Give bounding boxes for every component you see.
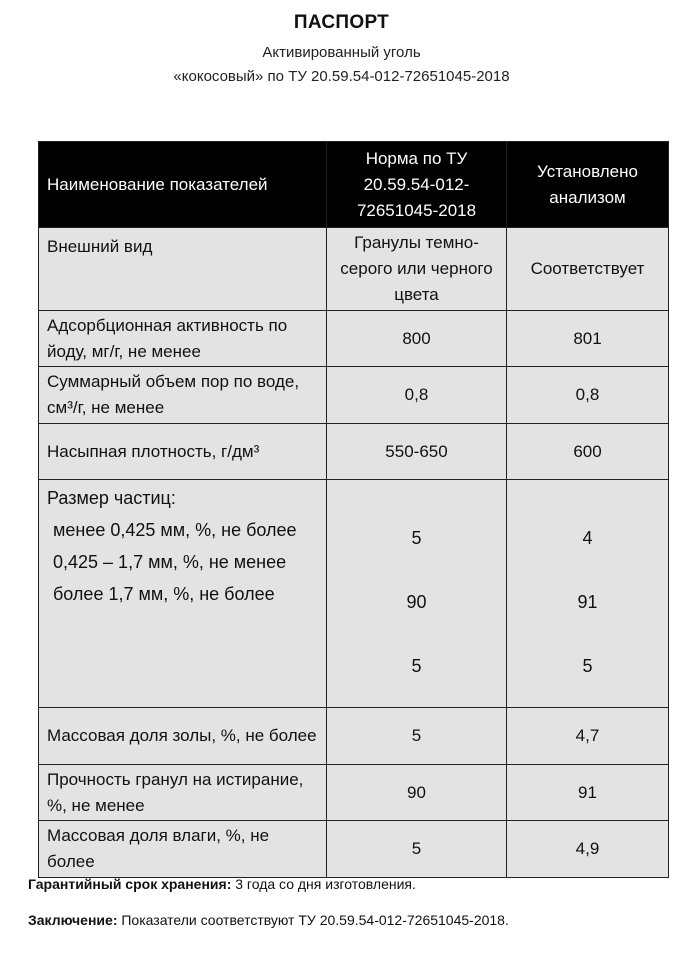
row-norm: 5 <box>327 821 507 878</box>
product-name: Активированный уголь <box>262 44 421 61</box>
particle-sub-norm: 5 <box>411 528 422 548</box>
row-norm: 5 <box>327 708 507 765</box>
conclusion-note <box>28 912 509 928</box>
conclusion-label: Заключение: <box>28 912 118 928</box>
row-name: Адсорбционная активность по йоду, мг/г, не менее <box>39 311 327 367</box>
row-result <box>507 480 669 708</box>
row-name: Суммарный объем пор по воде, см³/г, не менее <box>39 367 327 424</box>
row-norm <box>327 480 507 708</box>
particle-size-heading: Размер частиц: <box>47 488 176 508</box>
row-norm: 550-650 <box>327 424 507 480</box>
table-row <box>39 424 669 480</box>
table-row <box>39 367 669 424</box>
row-result: 4,9 <box>507 821 669 878</box>
row-norm: 800 <box>327 311 507 367</box>
passport-table <box>38 141 669 878</box>
conclusion-text: Показатели соответствуют ТУ 20.59.54-012-72651045-2018. <box>117 912 509 928</box>
column-header-norm: Норма по ТУ 20.59.54-012-72651045-2018 <box>327 142 507 228</box>
table-header-row <box>39 142 669 228</box>
row-norm: Гранулы темно-серого или черного цвета <box>327 228 507 311</box>
particle-sub-norm: 90 <box>406 592 427 612</box>
row-name <box>39 480 327 708</box>
row-result: 0,8 <box>507 367 669 424</box>
product-spec: «кокосовый» по ТУ 20.59.54-012-72651045-2018 <box>173 68 510 85</box>
table-row <box>39 765 669 821</box>
row-norm: 0,8 <box>327 367 507 424</box>
column-header-name: Наименование показателей <box>39 142 327 228</box>
particle-sub-result: 4 <box>582 528 593 548</box>
table-row <box>39 311 669 367</box>
warranty-note <box>28 876 416 892</box>
table-row <box>39 821 669 878</box>
row-name: Насыпная плотность, г/дм³ <box>39 424 327 480</box>
particle-sub-name: 0,425 – 1,7 мм, %, не менее <box>53 552 287 572</box>
row-name: Прочность гранул на истирание, %, не менее <box>39 765 327 821</box>
particle-sub-name: менее 0,425 мм, %, не более <box>53 520 297 540</box>
table-row <box>39 708 669 765</box>
document-title: ПАСПОРТ <box>293 12 390 33</box>
row-result: 91 <box>507 765 669 821</box>
table-row-particle-size <box>39 480 669 708</box>
particle-sub-result: 91 <box>577 592 598 612</box>
row-result: Соответствует <box>507 228 669 311</box>
table-row <box>39 228 669 311</box>
particle-sub-norm: 5 <box>411 656 422 676</box>
warranty-text: 3 года со дня изготовления. <box>231 876 416 892</box>
warranty-label: Гарантийный срок хранения: <box>28 876 232 892</box>
particle-sub-name: более 1,7 мм, %, не более <box>53 584 275 604</box>
row-result: 600 <box>507 424 669 480</box>
particle-sub-result: 5 <box>582 656 593 676</box>
row-name: Массовая доля влаги, %, не более <box>39 821 327 878</box>
row-norm: 90 <box>327 765 507 821</box>
row-result: 801 <box>507 311 669 367</box>
column-header-result: Установлено анализом <box>507 142 669 228</box>
row-result: 4,7 <box>507 708 669 765</box>
row-name: Внешний вид <box>39 228 327 311</box>
row-name: Массовая доля золы, %, не более <box>39 708 327 765</box>
